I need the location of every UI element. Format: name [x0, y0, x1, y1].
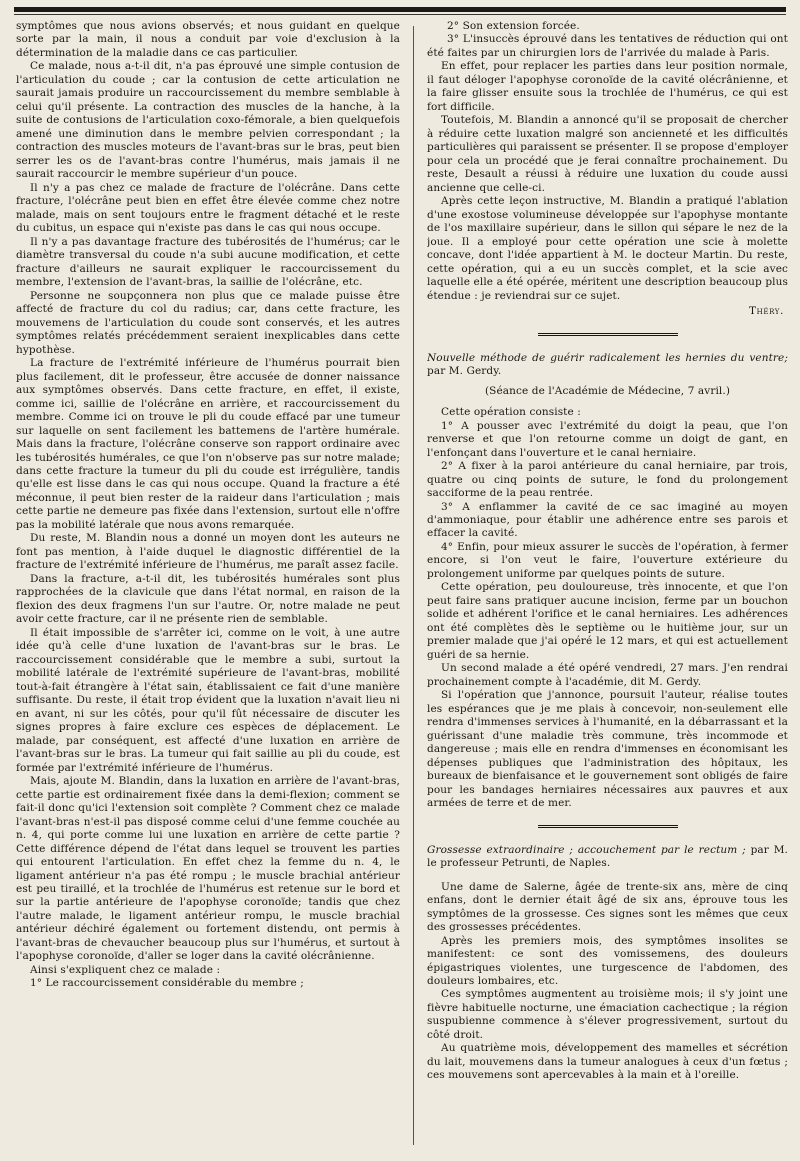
column-divider	[413, 26, 414, 1145]
paragraph: Ainsi s'expliquent chez ce malade :	[30, 963, 221, 976]
paragraph: Après cette leçon instructive, M. Blandin a pratiqué l'ablation d'une exostose volumineuse développée sur l'apophyse montante de l'os maxillaire supérieur, dans le sillon qui sépare le nez de la joue. Il a employé pour cette opération une scie à molette concave, dont l'idée appartient à M. le docteur Martin. Du reste, cette opération, qui a eu un succès complet, et la scie avec laquelle elle a été opérée, méritent une description beaucoup plus étendue : je reviendrai sur ce sujet.	[427, 195, 788, 302]
paragraph: Du reste, M. Blandin nous a donné un moyen dont les auteurs ne font pas mention, à l'aide duquel le diagnostic différentiel de la fracture de l'extrémité inférieure de l'humérus, me paraît assez facile.	[16, 532, 400, 572]
article-author: par M. Gerdy.	[427, 365, 502, 378]
paragraph: La fracture de l'extrémité inférieure de l'humérus pourrait bien plus facilement, dit le professeur, être accusée de donner naissance aux symptômes observés. Dans cette fracture, en effet, il existe, comme ici, saillie de l'olécrâne en arrière, et raccourcissement du membre. Comme ici on trouve le pli du coude effacé par une tumeur sur laquelle on sent facilement les battemens de l'artère humérale. Mais dans la fracture, l'olécrâne conserve son rapport ordinaire avec les tubérosités humérales, ce que l'on n'observe pas sur notre malade; dans cette fracture la tumeur du pli du coude est irrégulière, tandis qu'elle est lisse dans le cas qui nous occupe. Quand la fracture a été méconnue, il peut bien rester de la raideur dans l'articulation ; mais cette partie ne demeure pas fixée dans l'extension, surtout elle n'offre pas la mobilité latérale que nous avons remarquée.	[16, 357, 400, 531]
article-author: par M. le professeur Petrunti, de Naples.	[427, 843, 788, 870]
list-item: 2° A fixer à la paroi antérieure du canal herniaire, par trois, quatre ou cinq points de suture, le fond du prolongement sacciforme de la peau rentrée.	[427, 460, 788, 500]
paragraph: symptômes que nous avions observés; et nous guidant en quelque sorte par la main, il nous a conduit par voie d'exclusion à la détermination de la maladie dans ce cas particulier.	[16, 20, 400, 59]
paragraph: Cette opération, peu douloureuse, très innocente, et que l'on peut faire sans pratiquer aucune incision, ferme par un bouchon solide et adhérent l'orifice et le canal herniaires. Les adhérences ont été complètes dès le septième ou le huitième jour, sur un premier malade que j'ai opéré le 12 mars, et qui est actuellement guéri de sa hernie.	[427, 581, 788, 661]
paragraph: Toutefois, M. Blandin a annoncé qu'il se proposait de chercher à réduire cette luxation malgré son ancienneté et les difficultés particulières qui paraissent se présenter. Il se propose d'employer pour cela un procédé que je ferai connaître prochainement. Du reste, Desault a réussi à réduire une luxation du coude aussi ancienne que celle-ci.	[427, 114, 788, 194]
paragraph: Dans la fracture, a-t-il dit, les tubérosités humérales sont plus rapprochées de la clavicule que dans l'état normal, en raison de la flexion des deux fragmens l'un sur l'autre. Or, notre malade ne peut avoir cette fracture, car il ne présente rien de semblable.	[16, 572, 400, 626]
paragraph: Cette opération consiste :	[441, 406, 581, 419]
section-separator	[538, 825, 678, 828]
paragraph: Mais, ajoute M. Blandin, dans la luxation en arrière de l'avant-bras, cette partie est ordinairement fixée dans la demi-flexion; comment se fait-il donc qu'ici l'extension soit complète ? Comment chez ce malade l'avant-bras n'est-il pas disposé comme celui d'une femme couchée au n. 4, qui porte comme lui une luxation en arrière de cette partie ? Cette différence dépend de l'état dans lequel se trouvent les parties qui entourent l'articulation. En effet chez la femme du n. 4, le ligament antérieur n'a pas été rompu ; le muscle brachial antérieur est peu tiraillé, et la trochlée de l'humérus est retenue sur le bord et sur la partie antérieure de l'apophyse coronoïde; tandis que chez l'autre malade, le ligament antérieur rompu, le muscle brachial antérieur déchiré également ou fortement distendu, ont permis à l'avant-bras de chevaucher beaucoup plus sur l'humérus, et surtout à l'apophyse coronoïde, d'aller se loger dans la cavité olécrânienne.	[16, 775, 400, 963]
paragraph: Il n'y a pas davantage fracture des tubérosités de l'humérus; car le diamètre transversal du coude n'a subi aucune modification, et cette fracture d'ailleurs ne saurait expliquer le raccourcissement du membre, l'extension de l'avant-bras, la saillie de l'olécrâne, etc.	[16, 235, 400, 289]
list-item: 3° A enflammer la cavité de ce sac imaginé au moyen d'ammoniaque, pour établir une adhérence entre ses parois et effacer la cavité.	[427, 500, 788, 540]
section-separator	[538, 333, 678, 336]
session-note: (Séance de l'Académie de Médecine, 7 avril.)	[484, 384, 731, 397]
list-item: 4° Enfin, pour mieux assurer le succès de l'opération, à fermer encore, si l'on veut le faire, l'ouverture extérieure du prolongement uniforme par quelques points de suture.	[427, 540, 788, 580]
paragraph: Ce malade, nous a-t-il dit, n'a pas éprouvé une simple contusion de l'articulation du coude ; car la contusion de cette articulation ne saurait jamais produire un raccourcissement du membre semblable à celui qu'il présente. La contraction des muscles de la hanche, à la suite de contusions de l'articulation coxo-fémorale, a bien quelquefois amené une diminution dans le membre pelvien correspondant ; la contraction des muscles moteurs de l'avant-bras sur le bras, peut bien serrer les os de l'avant-bras contre l'humérus, mais jamais il ne saurait raccourcir le membre supérieur d'un pouce.	[16, 60, 400, 181]
paragraph: Il n'y a pas chez ce malade de fracture de l'olécrâne. Dans cette fracture, l'olécrâne peut bien en effet être élevée comme chez notre malade, mais on sent toujours entre le fragment détaché et le reste du cubitus, un espace qui n'existe pas dans le cas qui nous occupe.	[16, 181, 400, 235]
top-border-thin-rule	[14, 14, 786, 15]
article-heading	[427, 844, 788, 871]
list-item: 1° A pousser avec l'extrémité du doigt la peau, que l'on renverse et que l'on retourne comme un doigt de gant, en l'enfonçant dans l'ouverture et le canal herniaire.	[427, 419, 788, 459]
article-title: Nouvelle méthode de guérir radicalement les hernies du ventre;	[427, 351, 788, 364]
paragraph: Personne ne soupçonnera non plus que ce malade puisse être affecté de fracture du col du radius; car, dans cette fracture, les mouvemens de l'articulation du coude sont conservés, et les autres symptômes relatés précédemment seraient inexplicables dans cette hypothèse.	[16, 289, 400, 356]
top-border-rule	[14, 7, 786, 12]
paragraph: Après les premiers mois, des symptômes insolites se manifestent: ce sont des vomissemens, des douleurs épigastriques violentes, une turgescence de l'abdomen, des douleurs lombaires, etc.	[427, 934, 788, 987]
paragraph: Il était impossible de s'arrêter ici, comme on le voit, à une autre idée qu'à celle d'une luxation de l'avant-bras sur le bras. Le raccourcissement considérable que le membre a subi, surtout la mobilité latérale de l'extrémité supérieure de l'avant-bras, mobilité tout-à-fait étrangère à l'état sain, établissaient ce fait d'une manière suffisante. Du reste, il était trop évident que la luxation n'avait lieu ni en avant, ni sur les côtés, pour qu'il fût nécessaire de discuter les signes propres à faire exclure ces espèces de déplacement. Le malade, par conséquent, est affecté d'une luxation en arrière de l'avant-bras sur le bras. La tumeur qui fait saillie au pli du coude, est formée par l'extrémité inférieure de l'humérus.	[16, 626, 400, 774]
paragraph: Si l'opération que j'annonce, poursuit l'auteur, réalise toutes les espérances que je me plais à concevoir, non-seulement elle rendra d'immenses services à l'humanité, en la débarrassant et la guérissant d'une maladie très commune, très incommode et dangereuse ; mais elle en rendra d'immenses en économisant les dépenses publiques que l'administration des hôpitaux, les bureaux de bienfaisance et le gouvernement sont obligés de faire pour les bandages herniaires nécessaires aux pauvres et aux armées de terre et de mer.	[427, 689, 788, 810]
author-signature: Théry.	[748, 305, 784, 318]
list-item: 3° L'insuccès éprouvé dans les tentatives de réduction qui ont été faites par un chirurgien lors de l'arrivée du malade à Paris.	[427, 33, 788, 59]
article-title: Grossesse extraordinaire ; accouchement par le rectum ;	[427, 843, 746, 856]
list-item: 1° Le raccourcissement considérable du membre ;	[30, 977, 304, 990]
right-column	[427, 20, 788, 1153]
paragraph: En effet, pour replacer les parties dans leur position normale, il faut déloger l'apophyse coronoïde de la cavité olécrânienne, et la faire glisser ensuite sous la trochlée de l'humérus, ce qui est fort difficile.	[427, 60, 788, 113]
paragraph: Au quatrième mois, développement des mamelles et sécrétion du lait, mouvemens dans la tumeur analogues à ceux d'un fœtus ; ces mouvemens sont apercevables à la main et à l'oreille.	[427, 1042, 788, 1082]
paragraph: Ces symptômes augmentent au troisième mois; il s'y joint une fièvre habituelle nocturne, une émaciation cachectique ; la région suspubienne commence à s'élever progressivement, surtout du côté droit.	[427, 988, 788, 1041]
article-heading	[427, 352, 788, 379]
paragraph: Un second malade a été opéré vendredi, 27 mars. J'en rendrai prochainement compte à l'académie, dit M. Gerdy.	[427, 662, 788, 688]
list-item: 2° Son extension forcée.	[447, 20, 580, 32]
left-column	[16, 20, 400, 1153]
paragraph: Une dame de Salerne, âgée de trente-six ans, mère de cinq enfans, dont le dernier était âgé de six ans, éprouve tous les symptômes de la grossesse. Ces signes sont les mêmes que ceux des grossesses précédentes.	[427, 880, 788, 934]
